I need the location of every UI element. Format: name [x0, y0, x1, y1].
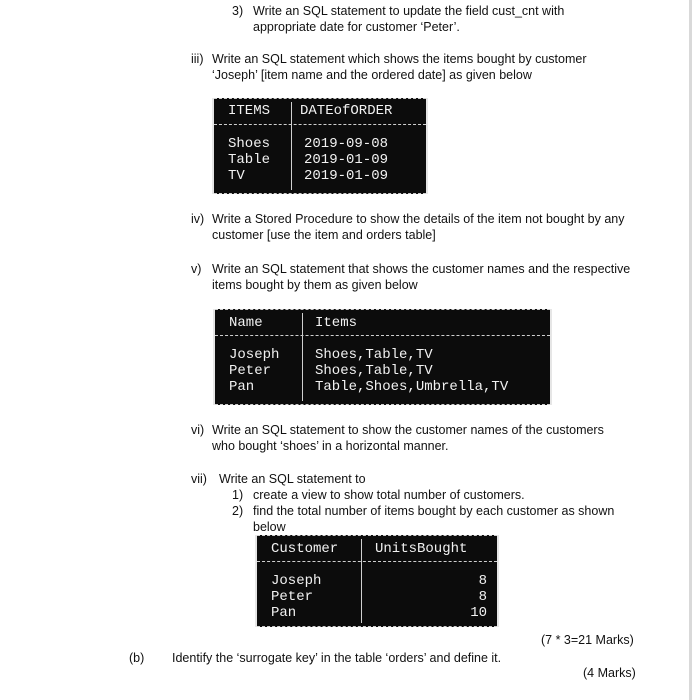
table-cell: 2019-01-09 [304, 152, 389, 168]
table-cell: Joseph [271, 573, 322, 589]
qiii-text-line1: Write an SQL statement which shows the items bought by customer [212, 52, 587, 66]
marks-part-b: (4 Marks) [583, 666, 636, 680]
table-header-date: DATEofORDER [300, 103, 393, 119]
table-cell: Pan [271, 605, 297, 621]
table-cell: Shoes [228, 136, 271, 152]
items-dates-table [212, 98, 428, 194]
qiii-text-line2: ‘Joseph’ [item name and the ordered date] as given below [212, 68, 532, 82]
table-cell: Peter [229, 363, 272, 379]
qvi-number: vi) [191, 423, 205, 437]
qvii-number: vii) [191, 472, 207, 486]
customer-units-table [255, 535, 499, 627]
table-cell: 8 [478, 573, 487, 589]
qv-text-line1: Write an SQL statement that shows the customer names and the respective [212, 262, 631, 276]
table-cell: 2019-01-09 [304, 168, 389, 184]
qiii-number: iii) [191, 52, 204, 66]
column-divider [361, 539, 362, 623]
table-cell: Table,Shoes,Umbrella,TV [315, 379, 509, 395]
table-header-items: Items [315, 315, 358, 331]
table-bottom-border [257, 626, 497, 627]
q3-number: 3) [232, 4, 244, 18]
table-cell: Joseph [229, 347, 280, 363]
table-header-name: Name [229, 315, 263, 331]
table-separator [214, 124, 426, 125]
table-cell: Peter [271, 589, 314, 605]
qvii-sub1-number: 1) [232, 488, 244, 502]
column-divider [302, 313, 303, 401]
q3-text-line2: appropriate date for customer ‘Peter’. [253, 20, 460, 34]
table-cell: TV [228, 168, 245, 184]
table-cell: 8 [478, 589, 487, 605]
qv-text-line2: items bought by them as given below [212, 278, 418, 292]
qvii-text: Write an SQL statement to [219, 472, 366, 486]
table-cell: Shoes,Table,TV [315, 347, 433, 363]
qiv-number: iv) [191, 212, 205, 226]
qiv-text-line2: customer [use the item and orders table] [212, 228, 436, 242]
qvii-sub2-text-line2: below [253, 520, 286, 534]
table-cell: Table [228, 152, 271, 168]
qvii-sub2-number: 2) [232, 504, 244, 518]
table-cell: 10 [470, 605, 487, 621]
part-b-question: Identify the ‘surrogate key’ in the table ‘orders’ and define it. [172, 651, 502, 665]
qvi-text-line2: who bought ‘shoes’ in a horizontal manner. [212, 439, 449, 453]
table-header-units: UnitsBought [375, 541, 468, 557]
table-separator [215, 335, 550, 336]
table-cell: 2019-09-08 [304, 136, 389, 152]
table-cell: Shoes,Table,TV [315, 363, 433, 379]
customer-items-table [213, 309, 552, 405]
table-bottom-border [215, 404, 550, 405]
part-b-label: (b) [129, 651, 145, 665]
table-cell: Pan [229, 379, 255, 395]
table-header-items: ITEMS [228, 103, 271, 119]
qv-number: v) [191, 262, 202, 276]
table-bottom-border [214, 193, 426, 194]
table-header-border [215, 309, 550, 336]
qvi-text-line1: Write an SQL statement to show the customer names of the customers [212, 423, 604, 437]
q3-text-line1: Write an SQL statement to update the field cust_cnt with [253, 4, 565, 18]
table-separator [257, 561, 497, 562]
qiv-text-line1: Write a Stored Procedure to show the details of the item not bought by any [212, 212, 625, 226]
qvii-sub1-text: create a view to show total number of customers. [253, 488, 525, 502]
table-header-customer: Customer [271, 541, 339, 557]
marks-part-a: (7 * 3=21 Marks) [541, 633, 634, 647]
qvii-sub2-text-line1: find the total number of items bought by each customer as shown [253, 504, 615, 518]
column-divider [291, 102, 292, 190]
